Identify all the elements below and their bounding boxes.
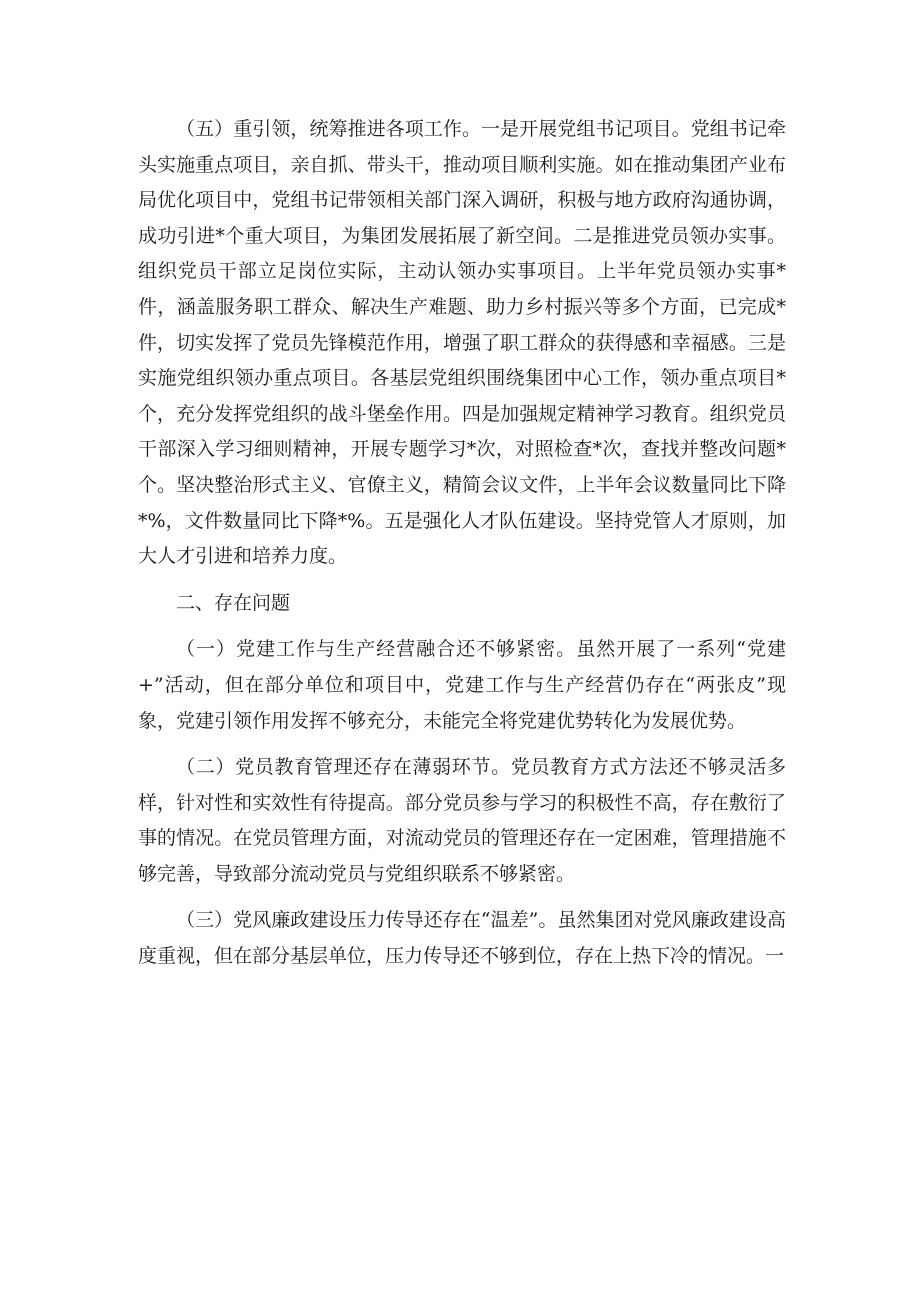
paragraph-problem-three: （三）党风廉政建设压力传导还存在“温差”。虽然集团对党风廉政建设高度重视，但在部分基层单位，压力传导还不够到位，存在上热下冷的情况。一 <box>138 909 786 968</box>
document-body <box>138 112 786 975</box>
paragraph-problem-one: （一）党建工作与生产经营融合还不够紧密。虽然开展了一系列“党建+”活动，但在部分单位和项目中，党建工作与生产经营仍存在“两张皮”现象，党建引领作用发挥不够充分，未能完全将党建优势转化为发展优势。 <box>138 638 786 732</box>
heading-existing-problems: 二、存在问题 <box>176 591 291 614</box>
paragraph-problem-two: （二）党员教育管理还存在薄弱环节。党员教育方式方法还不够灵活多样，针对性和实效性有待提高。部分党员参与学习的积极性不高，存在敷衍了事的情况。在党员管理方面，对流动党员的管理还存在一定困难，管理措施不够完善，导致部分流动党员与党组织联系不够紧密。 <box>138 756 786 885</box>
paragraph-section-five: （五）重引领，统筹推进各项工作。一是开展党组书记项目。党组书记牵头实施重点项目，亲自抓、带头干，推动项目顺利实施。如在推动集团产业布局优化项目中，党组书记带领相关部门深入调研，积极与地方政府沟通协调，成功引进*个重大项目，为集团发展拓展了新空间。二是推进党员领办实事。组织党员干部立足岗位实际，主动认领办实事项目。上半年党员领办实事*件，涵盖服务职工群众、解决生产难题、助力乡村振兴等多个方面，已完成*件，切实发挥了党员先锋模范作用，增强了职工群众的获得感和幸福感。三是实施党组织领办重点项目。各基层党组织围绕集团中心工作，领办重点项目*个，充分发挥党组织的战斗堡垒作用。四是加强规定精神学习教育。组织党员干部深入学习细则精神，开展专题学习*次，对照检查*次，查找并整改问题*个。坚决整治形式主义、官僚主义，精简会议文件，上半年会议数量同比下降*%，文件数量同比下降*%。五是强化人才队伍建设。坚持党管人才原则，加大人才引进和培养力度。 <box>138 118 786 568</box>
